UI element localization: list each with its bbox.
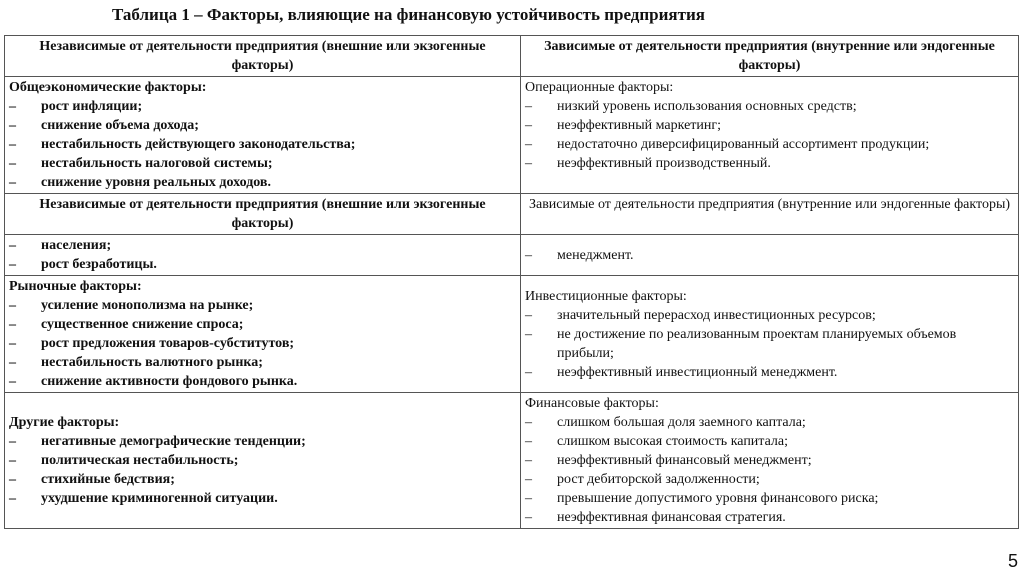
list-item: – снижение уровня реальных доходов. [9, 173, 516, 192]
list-item: – слишком большая доля заемного каптала; [525, 413, 1014, 432]
cell-heading: Инвестиционные факторы: [525, 288, 687, 304]
list-item: – снижение объема дохода; [9, 116, 516, 135]
list-item: – существенное снижение спроса; [9, 315, 516, 334]
list-item: – превышение допустимого уровня финансового риска; [525, 489, 1014, 508]
list-item: – неэффективная финансовая стратегия. [525, 508, 1014, 527]
factor-list [9, 432, 516, 508]
table-row [5, 77, 1019, 194]
page-number: 5 [1007, 551, 1018, 571]
list-item: – недостаточно диверсифицированный ассортимент продукции; [525, 135, 1014, 154]
factor-list [9, 236, 516, 274]
continued-internal-cell [521, 235, 1019, 276]
list-item: – неэффективный финансовый менеджмент; [525, 451, 1014, 470]
list-item: – низкий уровень использования основных средств; [525, 97, 1014, 116]
list-item: – слишком высокая стоимость капитала; [525, 432, 1014, 451]
table-row [5, 276, 1019, 393]
list-item: – стихийные бедствия; [9, 470, 516, 489]
header-external-factors: Независимые от деятельности предприятия (внешние или экзогенные факторы) [5, 36, 521, 77]
list-item: – значительный перерасход инвестиционных ресурсов; [525, 306, 1014, 325]
factor-list [9, 296, 516, 391]
factor-list [525, 97, 1014, 173]
header-external-factors-repeat: Независимые от деятельности предприятия (внешние или экзогенные факторы) [5, 194, 521, 235]
cell-heading: Рыночные факторы: [9, 279, 142, 294]
list-item: – неэффективный производственный. [525, 154, 1014, 173]
list-item: – населения; [9, 236, 516, 255]
list-item: – нестабильность действующего законодательства; [9, 135, 516, 154]
factor-list [525, 306, 1014, 382]
list-item: – рост инфляции; [9, 97, 516, 116]
list-item: – рост дебиторской задолженности; [525, 470, 1014, 489]
table-row [5, 235, 1019, 276]
list-item: – неэффективный маркетинг; [525, 116, 1014, 135]
continued-external-cell [5, 235, 521, 276]
factor-list [525, 413, 1014, 527]
cell-heading: Операционные факторы: [525, 80, 674, 95]
list-item: – ухудшение криминогенной ситуации. [9, 489, 516, 508]
operational-factors-cell [521, 77, 1019, 194]
header-internal-factors-repeat: Зависимые от деятельности предприятия (внутренние или эндогенные факторы) [521, 194, 1019, 235]
factors-table [4, 35, 1019, 529]
table-header-row-repeat [5, 194, 1019, 235]
table-row [5, 393, 1019, 529]
cell-heading: Общеэкономические факторы: [9, 80, 207, 95]
list-item: – политическая нестабильность; [9, 451, 516, 470]
general-economic-factors-cell [5, 77, 521, 194]
list-item: – нестабильность налоговой системы; [9, 154, 516, 173]
list-item: – неэффективный инвестиционный менеджмент. [525, 363, 1014, 382]
table-header-row [5, 36, 1019, 77]
factor-list [525, 246, 1014, 265]
list-item: – рост безработицы. [9, 255, 516, 274]
list-item: – усиление монополизма на рынке; [9, 296, 516, 315]
factor-list [9, 97, 516, 192]
list-item: – не достижение по реализованным проектам планируемых объемов прибыли; [525, 325, 1014, 363]
header-internal-factors: Зависимые от деятельности предприятия (внутренние или эндогенные факторы) [521, 36, 1019, 77]
other-factors-cell [5, 393, 521, 529]
list-item: – нестабильность валютного рынка; [9, 353, 516, 372]
investment-factors-cell [521, 276, 1019, 393]
market-factors-cell [5, 276, 521, 393]
financial-factors-cell [521, 393, 1019, 529]
list-item: – снижение активности фондового рынка. [9, 372, 516, 391]
cell-heading: Финансовые факторы: [525, 396, 659, 411]
table-title: Таблица 1 – Факторы, влияющие на финансовую устойчивость предприятия [112, 5, 705, 24]
cell-heading: Другие факторы: [9, 415, 120, 430]
list-item: – рост предложения товаров-субститутов; [9, 334, 516, 353]
list-item: – менеджмент. [525, 246, 1014, 265]
list-item: – негативные демографические тенденции; [9, 432, 516, 451]
